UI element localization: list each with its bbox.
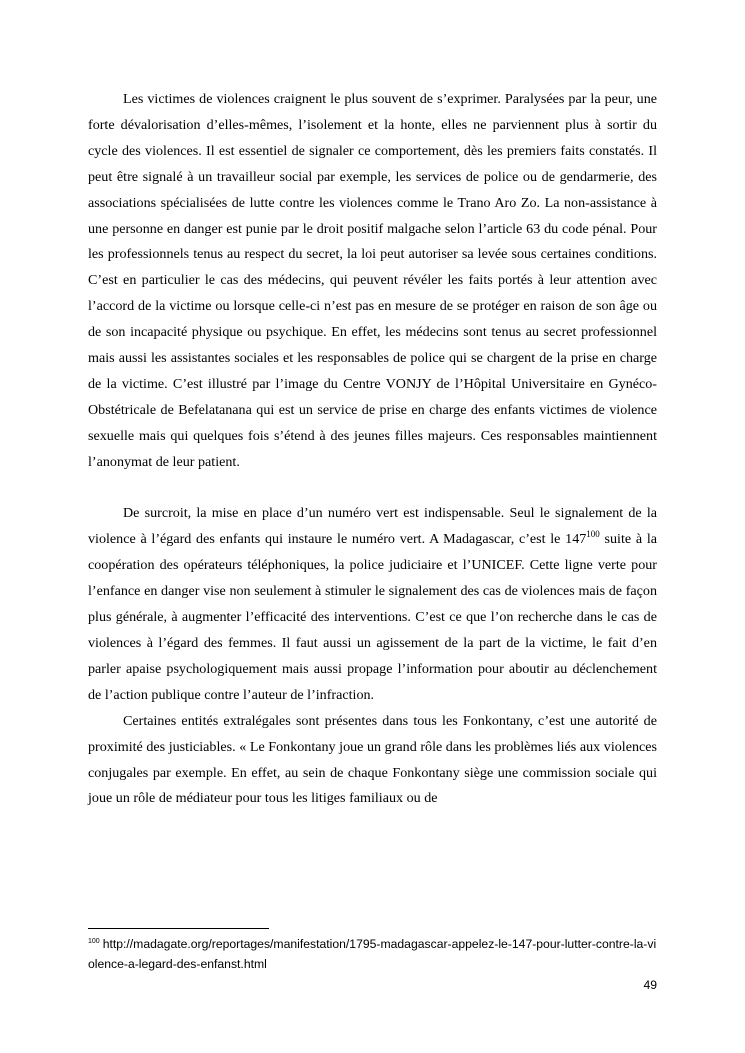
footnote-number: 100 <box>88 938 100 945</box>
paragraph-text: suite à la coopération des opérateurs téléphoniques, la police judiciaire et l’UNICEF. Cette ligne verte pour l’enfance en danger vise non seulement à stimuler le signalement des cas de violences mais de façon plus générale, à augmenter l’efficacité des interventions. C’est ce que l’on recherche dans le cas de violences à l’égard des femmes. Il faut aussi un agissement de la part de la victime, le fait d’en parler apaise psychologiquement mais aussi propage l’information pour aboutir au déclenchement de l’action publique contre l’auteur de l’infraction. <box>88 531 657 703</box>
paragraph-text: De surcroit, la mise en place d’un numéro vert est indispensable. Seul le signalement de la violence à l’égard des enfants qui instaure le numéro vert. A Madagascar, c’est le 147 <box>88 505 657 548</box>
paragraph <box>88 501 657 708</box>
footnote-separator <box>88 928 269 929</box>
paragraph: Certaines entités extralégales sont présentes dans tous les Fonkontany, c’est une autorité de proximité des justiciables. « Le Fonkontany joue un grand rôle dans les problèmes liés aux violences conjugales par exemple. En effet, au sein de chaque Fonkontany siège une commission sociale qui joue un rôle de médiateur pour tous les litiges familiaux ou de <box>88 712 657 807</box>
footnote <box>88 934 657 974</box>
body-text <box>88 87 657 812</box>
footnote-reference[interactable]: 100 <box>586 529 600 540</box>
paragraph-spacer <box>88 476 657 502</box>
paragraph: Les victimes de violences craignent le plus souvent de s’exprimer. Paralysées par la peur, une forte dévalorisation d’elles-mêmes, l’isolement et la honte, elles ne parviennent plus à sortir du cycle des violences. Il est essentiel de signaler ce comportement, dès les premiers faits constatés. Il peut être signalé à un travailleur social par exemple, les services de police ou de gendarmerie, des associations spécialisées de lutte contre les violences comme le Trano Aro Zo. La non-assistance à une personne en danger est punie par le droit positif malgache selon l’article 63 du code pénal. Pour les professionnels tenus au respect du secret, la loi peut autoriser sa levée sous certaines conditions. C’est en particulier le cas des médecins, qui peuvent révéler les faits portés à leur attention avec l’accord de la victime ou lorsque celle-ci n’est pas en mesure de se protéger en raison de son âge ou de son incapacité physique ou psychique. En effet, les médecins sont tenus au secret professionnel mais aussi les assistantes sociales et les responsables de police qui se chargent de la prise en charge de la victime. C’est illustré par l’image du Centre VONJY de l’Hôpital Universitaire en Gynéco-Obstétricale de Befelatanana qui est un service de prise en charge des enfants victimes de violence sexuelle mais qui quelques fois s’étend à des jeunes filles majeurs. Ces responsables maintiennent l’anonymat de leur patient. <box>88 91 657 470</box>
page-number: 49 <box>643 978 657 992</box>
footnote-link[interactable]: http://madagate.org/reportages/manifestation/1795-madagascar-appelez-le-147-pour-lutter-contre-la-violence-a-legard-des-enfanst.html <box>88 937 657 971</box>
